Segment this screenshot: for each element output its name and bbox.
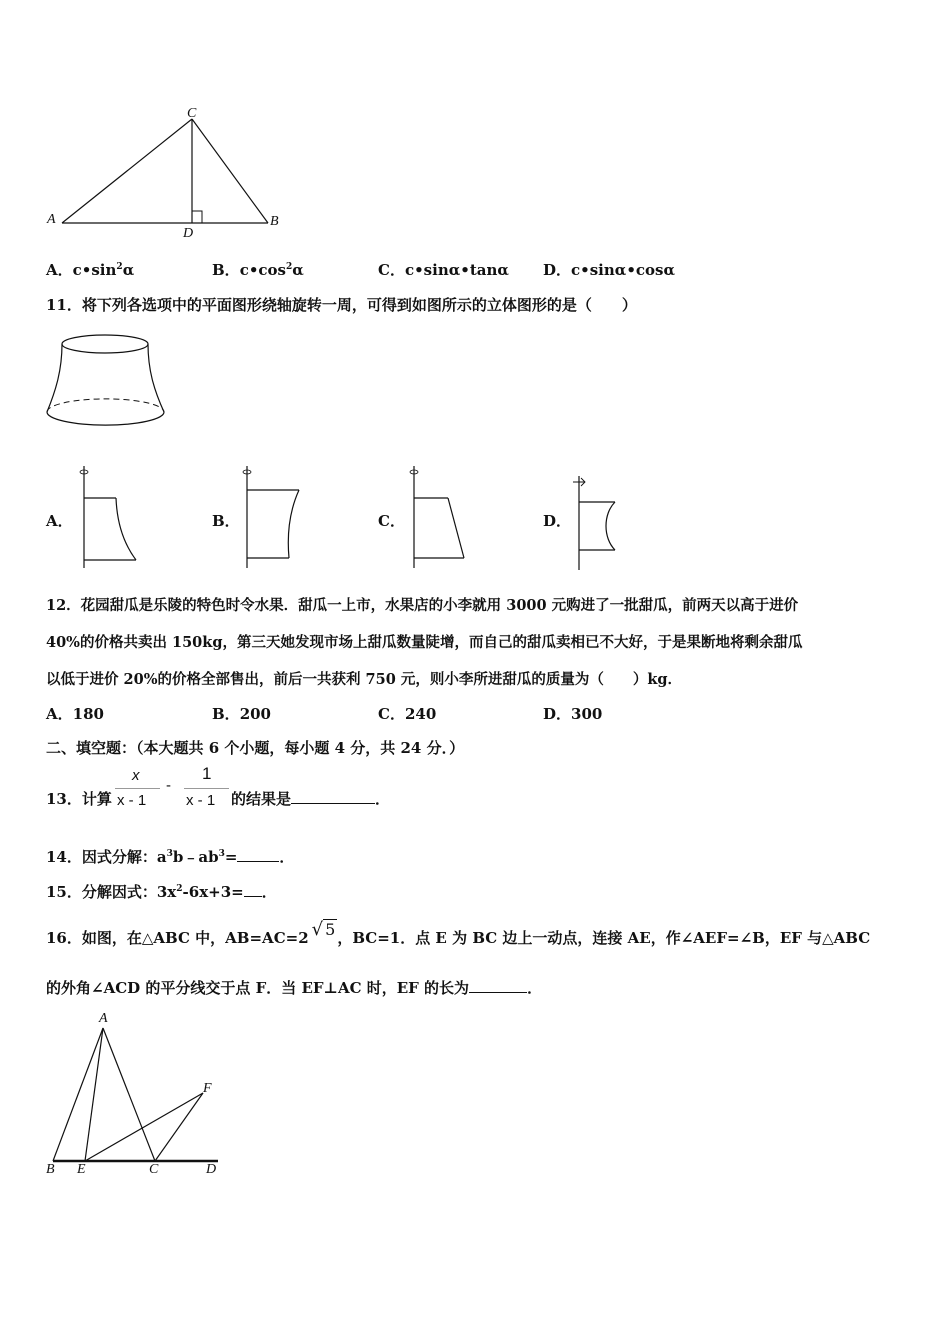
q11-option-b-figure: [235, 462, 315, 572]
q12-option-d[interactable]: D．300: [543, 705, 603, 723]
q13-frac1-numerator: x: [132, 767, 140, 784]
q13-prefix: 13．计算: [46, 790, 112, 808]
q11-option-b[interactable]: B．: [212, 512, 240, 530]
q15-answer-blank[interactable]: [244, 882, 262, 897]
q11-stem: 11．将下列各选项中的平面图形绕轴旋转一周，可得到如图所示的立体图形的是（ ）: [46, 296, 637, 314]
q14-line: 14．因式分解：$a^3b﹣ab^3=$ ．: [46, 848, 295, 866]
q16-label-f: F: [203, 1081, 212, 1096]
q16-line-2: 的外角∠ACD 的平分线交于点 F．当 EF⊥AC 时，EF 的长为 ．: [46, 979, 543, 997]
q13-frac1-bar: [115, 788, 160, 789]
q10-label-a: A: [47, 212, 56, 227]
q11-option-d-figure: [565, 472, 645, 572]
q16-line-1: 16．如图，在△ABC 中，AB=AC=2 √ 5 ，BC=1．点 E 为 BC 边上一动点，连接 AE，作∠AEF=∠B，EF 与△ABC: [46, 919, 871, 947]
q16-label-a: A: [99, 1011, 108, 1026]
q16-label-d: D: [206, 1162, 217, 1177]
q13-frac2-numerator: 1: [202, 764, 212, 783]
q13-frac2-bar: [184, 788, 229, 789]
q10-option-a[interactable]: A．$c•\sin^2\alpha$: [46, 261, 135, 279]
q13-minus: -: [166, 777, 171, 794]
q11-option-c[interactable]: C．: [378, 512, 405, 530]
q10-option-b[interactable]: B．$c•\cos^2\alpha$: [212, 261, 304, 279]
q12-option-a[interactable]: A．180: [46, 705, 104, 723]
section-2-title: 二、填空题：（本大题共 6 个小题，每小题 4 分，共 24 分．）: [46, 739, 465, 757]
q12-line-2: 40%的价格共卖出 150kg，第三天她发现市场上甜瓜数量陡增，而自己的甜瓜卖相已不大好，于是果断地将剩余甜瓜: [46, 634, 803, 651]
q11-option-a-figure: [70, 462, 150, 572]
q13-suffix: 的结果是 ．: [231, 790, 391, 808]
q16-label-c: C: [149, 1162, 159, 1177]
q11-option-a[interactable]: A．: [46, 512, 73, 530]
q10-label-c: C: [187, 106, 197, 121]
q12-option-b[interactable]: B．200: [212, 705, 271, 723]
q12-option-c[interactable]: C．240: [378, 705, 437, 723]
q10-label-b: B: [270, 214, 279, 229]
q10-triangle-figure: [40, 105, 300, 245]
q11-option-c-figure: [400, 462, 480, 572]
q16-radicand: 5: [325, 920, 336, 939]
q12-line-3: 以低于进价 20%的价格全部售出，前后一共获利 750 元，则小李所进甜瓜的质量为（ ）kg．: [46, 671, 683, 688]
q13-answer-blank[interactable]: [291, 789, 375, 804]
q16-triangle-figure: [40, 1010, 230, 1180]
sqrt-symbol: √: [311, 919, 324, 940]
q14-answer-blank[interactable]: [237, 847, 279, 862]
q16-label-e: E: [77, 1162, 86, 1177]
q15-line: 15．分解因式：$3x^2-6x+3=$ ．: [46, 883, 277, 901]
q13-frac1-denominator: x - 1: [117, 792, 147, 809]
q10-label-d: D: [183, 226, 194, 241]
q10-option-d[interactable]: D．c•sinα•cosα: [543, 261, 676, 279]
q11-option-d[interactable]: D．: [543, 512, 572, 530]
q16-label-b: B: [46, 1162, 55, 1177]
q10-option-c[interactable]: C．c•sinα•tanα: [378, 261, 509, 279]
q11-solid-figure: [40, 330, 175, 450]
q12-line-1: 12．花园甜瓜是乐陵的特色时令水果．甜瓜一上市，水果店的小李就用 3000 元购进了一批甜瓜，前两天以高于进价: [46, 597, 799, 614]
q16-answer-blank[interactable]: [469, 978, 527, 993]
q13-frac2-denominator: x - 1: [186, 792, 216, 809]
